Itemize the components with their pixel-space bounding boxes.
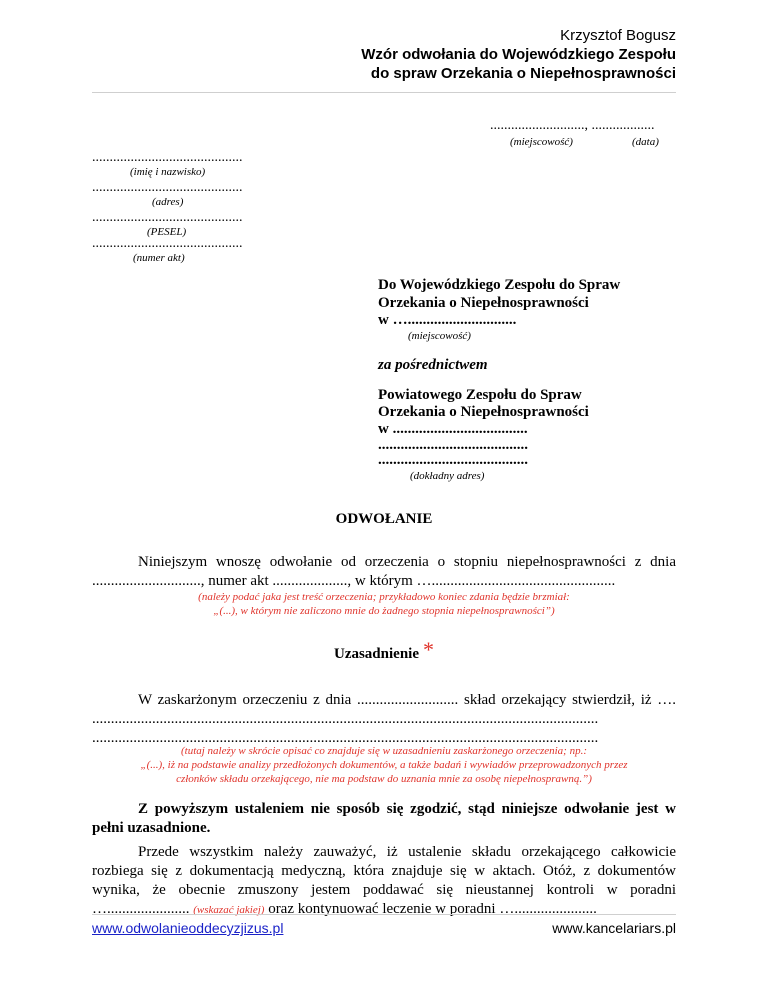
case-dots: ........................................... [92,236,243,251]
document-title: ODWOŁANIE [335,511,433,527]
pz-address-label: (dokładny adres) [410,470,485,482]
name-label: (imię i nazwisko) [130,166,206,178]
pz-line1: Powiatowego Zespołu do Spraw [378,387,582,403]
justification-note-line1: (tutaj należy w skrócie opisać co znajduje się w uzasadnieniu zaskarżonego orzeczenia; np.: [180,745,588,757]
justification-note-line2: „(...), iż na podstawie analizy przedłożonych dokumentów, a także badań i wywiadów przeprowadzonych przez [140,759,628,771]
header-author: Krzysztof Bogusz [560,27,676,44]
asterisk-icon: * [423,637,434,662]
recipient-line1: Do Wojewódzkiego Zespołu do Spraw [378,277,621,293]
header-title-line1: Wzór odwołania do Wojewódzkiego Zespołu [361,46,676,63]
conclusion-paragraph: Z powyższym ustaleniem nie sposób się zgodzić, stąd niniejsze odwołanie jest w pełni uzasadnione. [92,801,676,836]
pz-line2: Orzekania o Niepełnosprawności [378,404,589,420]
body-text-after: oraz kontynuować leczenie w poradni …...................... [268,901,597,917]
intro-note-line1: (należy podać jaka jest treść orzeczenia; przykładowo koniec zdania będzie brzmiał: [198,591,570,603]
intro-paragraph: Niniejszym wnoszę odwołanie od orzeczenia o stopniu niepełnosprawności z dnia ............................., numer akt ...................., w którym …................................................. [92,554,676,589]
recipient-line2: Orzekania o Niepełnosprawności [378,295,589,311]
intro-note-line2: „(...), w którym nie zaliczono mnie do żadnego stopnia niepełnosprawności”) [213,605,555,617]
pz-line4: ........................................ [378,437,528,453]
date-label: (data) [632,136,659,148]
case-label: (numer akt) [133,252,185,264]
recipient-line3: w …............................. [378,312,517,328]
pesel-dots: ........................................... [92,210,243,225]
place-date-dots: ..........................., .................. [490,118,655,133]
header-title-line2: do spraw Orzekania o Niepełnosprawności [370,65,676,82]
header-divider [92,92,676,93]
place-label: (miejscowość) [510,136,573,148]
footer-website: www.kancelariars.pl [552,920,676,936]
address-label: (adres) [152,196,184,208]
pesel-label: (PESEL) [147,226,187,238]
footer-link[interactable]: www.odwolanieoddecyzjizus.pl [92,920,284,936]
justification-heading: Uzasadnienie [333,646,419,662]
body-inline-note: (wskazać jakiej) [193,904,265,916]
address-dots: ........................................... [92,180,243,195]
recipient-place-label: (miejscowość) [408,330,471,342]
footer-divider [92,914,676,915]
body-text-before: Przede wszystkim należy zauważyć, iż ustalenie składu orzekającego całkowicie rozbiega się z dokumentacją medyczną, która znajduje się w aktach. Otóż, z dokumentów wynika, że obecnie zmuszony jestem poddawać się nieustannej kontroli w poradni …...................... [92,844,676,917]
pz-line5: ........................................ [378,452,528,468]
justification-heading-wrap [0,637,768,671]
justification-note-line3: członków składu orzekającego, nie ma podstaw do uznania mnie za osobę niepełnosprawną.”) [176,773,592,785]
pz-line3: w .................................... [378,421,528,437]
body-paragraph [92,843,676,920]
name-dots: ........................................... [92,150,243,165]
via-text: za pośrednictwem [378,357,488,373]
justification-paragraph: W zaskarżonym orzeczeniu z dnia ........................... skład orzekający stwierdził, iż …. ....................................................................................................................................... ....................................................................................................................................... [92,692,676,746]
document-header [361,26,676,83]
